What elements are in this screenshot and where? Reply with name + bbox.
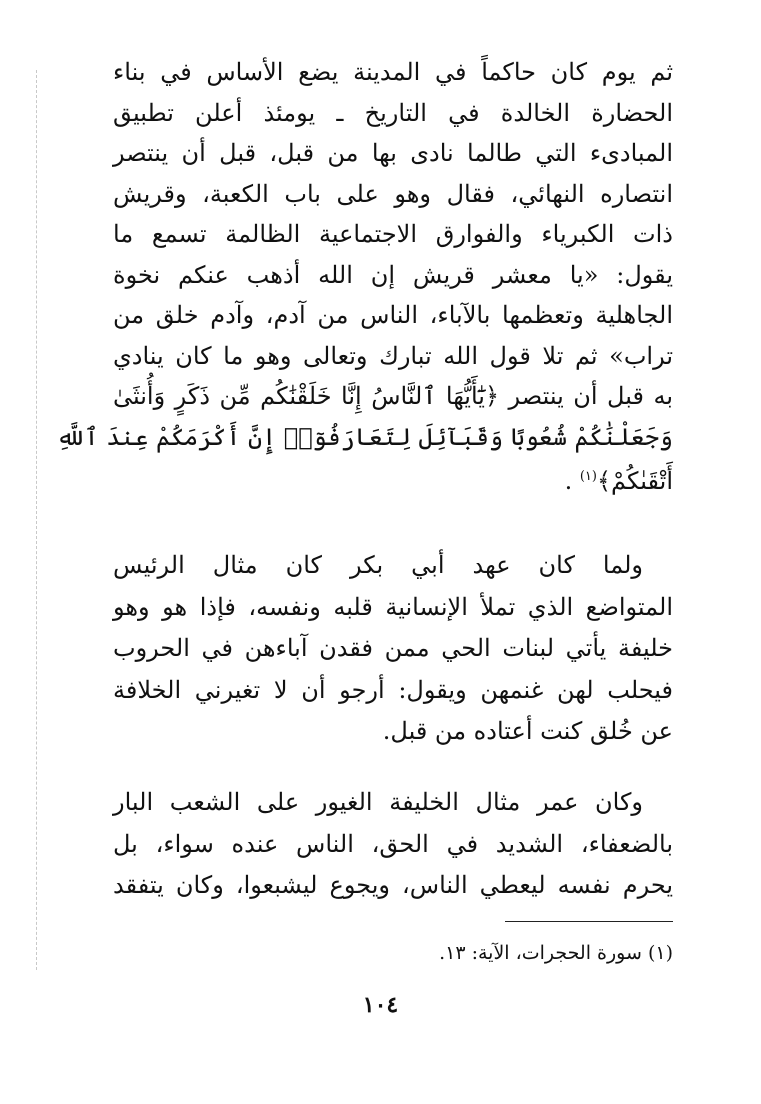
footnote: (١) سورة الحجرات، الآية: ١٣. xyxy=(439,942,673,964)
text-line: عن خُلق كنت أعتاده من قبل. xyxy=(382,717,673,745)
text-line: المبادىء التي طالما نادى بها من قبل، قبل أن ينتصر xyxy=(113,139,673,167)
text-line: انتصاره النهائي، فقال وهو على باب الكعبة، وقريش xyxy=(113,179,673,208)
text-line: يحرم نفسه ليعطي الناس، ويجوع ليشبعوا، وكان يتفقد xyxy=(113,871,673,899)
quran-verse-line: وَجَعَلْنَٰكُمْ شُعُوبًا وَقَبَآئِلَ لِتَعَارَفُوٓا۟ إِنَّ أَكْرَمَكُمْ عِندَ ٱللَّهِ xyxy=(56,422,673,451)
paragraph-2 xyxy=(113,545,673,753)
footnote-marker: (١) xyxy=(579,469,597,484)
text-line: خليفة يأتي لبنات الحي ممن فقدن آباءهن في الحروب xyxy=(113,634,673,662)
paragraph-1 xyxy=(56,52,673,502)
footnote-separator xyxy=(505,921,673,922)
text-line: ذات الكبرياء والفوارق الاجتماعية الظالمة تسمع ما xyxy=(113,220,673,248)
quran-verse-line: به قبل أن ينتصر ﴿يَٰٓأَيُّهَا ٱلنَّاسُ إِنَّا خَلَقْنَٰكُم مِّن ذَكَرٍ وَأُنثَىٰ xyxy=(113,382,673,410)
text-line: ولما كان عهد أبي بكر كان مثال الرئيس xyxy=(113,551,643,579)
text-line: يقول: «يا معشر قريش إن الله أذهب عنكم نخوة xyxy=(113,260,673,289)
text-line: بالضعفاء، الشديد في الحق، الناس عنده سواء، بل xyxy=(113,829,673,858)
text-line: فيحلب لهن غنمهن ويقول: أرجو أن لا تغيرني الخلافة xyxy=(113,675,673,704)
quran-verse-end: أَتْقَىٰكُمْ﴾ xyxy=(596,467,673,495)
quran-verse-line-last xyxy=(113,457,673,502)
text-line: وكان عمر مثال الخليفة الغيور على الشعب البار xyxy=(113,788,643,816)
scan-edge-line xyxy=(36,70,37,970)
text-line: ثم يوم كان حاكماً في المدينة يضع الأساس في بناء xyxy=(113,58,673,86)
paragraph-3 xyxy=(113,782,673,907)
page-number: ١٠٤ xyxy=(362,992,399,1018)
sentence-end: . xyxy=(564,467,580,495)
text-line: الحضارة الخالدة في التاريخ ـ يومئذ أعلن تطبيق xyxy=(113,98,673,127)
text-line: المتواضع الذي تملأ الإنسانية قلبه ونفسه، فإذا هو وهو xyxy=(113,592,673,621)
text-line: تراب» ثم تلا قول الله تبارك وتعالى وهو ما كان ينادي xyxy=(113,341,673,370)
text-line: الجاهلية وتعظمها بالآباء، الناس من آدم، وآدم خلق من xyxy=(113,301,673,329)
